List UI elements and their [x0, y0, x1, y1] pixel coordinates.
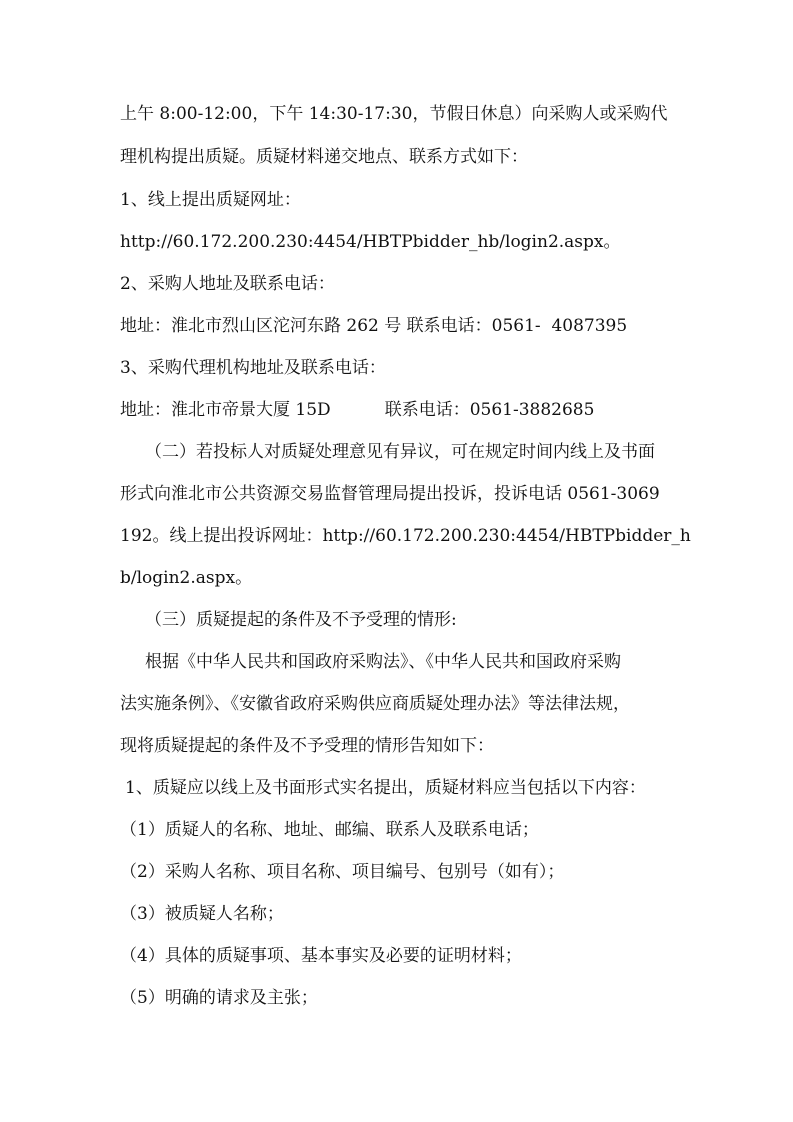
- text-line: 理机构提出质疑。质疑材料递交地点、联系方式如下：: [120, 147, 528, 167]
- text-line: 192。线上提出投诉网址：http://60.172.200.230:4454/HBTPbidder_h: [120, 526, 691, 546]
- list-item: （2）采购人名称、项目名称、项目编号、包别号（如有）；: [120, 862, 565, 882]
- url-line: http://60.172.200.230:4454/HBTPbidder_hb/login2.aspx。: [120, 232, 621, 252]
- address-line: 地址：淮北市帝景大厦 15D 联系电话：0561-3882685: [120, 400, 595, 420]
- address-line: 地址：淮北市烈山区沱河东路 262 号 联系电话：0561- 4087395: [120, 316, 628, 336]
- text-line: 根据《中华人民共和国政府采购法》、《中华人民共和国政府采购: [145, 652, 621, 672]
- list-item: （5）明确的请求及主张；: [120, 988, 318, 1008]
- text-line: 形式向淮北市公共资源交易监督管理局提出投诉，投诉电话 0561-3069: [120, 484, 660, 504]
- text-line: 3、采购代理机构地址及联系电话：: [120, 358, 386, 378]
- list-item: （1）质疑人的名称、地址、邮编、联系人及联系电话；: [120, 820, 539, 840]
- text-line: b/login2.aspx。: [120, 568, 253, 588]
- text-line: 法实施条例》、《安徽省政府采购供应商质疑处理办法》等法律法规，: [120, 694, 630, 714]
- text-line: 2、采购人地址及联系电话：: [120, 274, 335, 294]
- text-line: 上午 8:00-12:00，下午 14:30-17:30，节假日休息）向采购人或采购代: [120, 104, 668, 124]
- list-item: 1、质疑应以线上及书面形式实名提出，质疑材料应当包括以下内容：: [125, 778, 646, 798]
- section-heading: （三）质疑提起的条件及不予受理的情形:: [145, 610, 457, 630]
- text-line: 现将质疑提起的条件及不予受理的情形告知如下：: [120, 736, 494, 756]
- list-item: （4）具体的质疑事项、基本事实及必要的证明材料；: [120, 946, 522, 966]
- text-line: 1、线上提出质疑网址：: [120, 190, 301, 210]
- list-item: （3）被质疑人名称；: [120, 904, 284, 924]
- text-line: （二）若投标人对质疑处理意见有异议，可在规定时间内线上及书面: [145, 442, 655, 462]
